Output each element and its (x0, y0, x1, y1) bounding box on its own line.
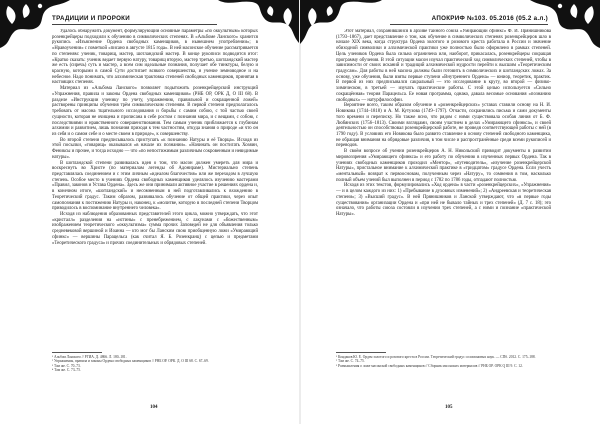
page-number: 104 (150, 405, 158, 410)
footnote: ³ Размышления о ложе масонской свободных каменщиков // Сборник масонских материалов // РНБ ОР. ОРК Q III 9. С. 12. (336, 363, 523, 368)
paragraph: Удалось обнаружить документ, формулирующий основные параметры «по оккультным» которых розенкрейцеры подходили к обучению в символических степенях. В «Альбоме Ланского» хранится рукопись «Изъяснение Ордена свободных каменщиков, в нынешнем употреблении»; в «Нравоучении» с пометкой «писано в августе 1815 года». В ней масонское обучение рассматривается по степеням: ученик, товарищ, мастер, шотландский мастер. В конце рукописи подводится итог: «Кратко сказать: ученик ведает первую натуру, товарищ вторую, мастер третью, шотландский мастер же есть (сиречь) суть и мастер, а всем сим идеальные познания, получает обе тинктуры, белую и красную, которыми в самой Сути достигает всякого совершенства, и учение земноводное и на небесное. Надо понимать, что алхимическая трактовка степеней свободных каменщиков, принятая в настоящих степенях. (52, 29, 258, 86)
paragraph: Во второй степени предписывалось приступать «к познанию Натуры и её Творца». Исходя из этой посылки, «товарищ» оказывался «в начале их познании». «Начинать он постигать Хозяин, Фениксы и прочее, и тогда исходно — что «по непостижимым различным сокровенным и невидимые натуры». (52, 137, 258, 160)
footnote: ² Упражнения, правила и законы Ордена свободных каменщиков // РНБ ОР. ОРК. Д. О III 68. С. 67–69. (52, 359, 209, 364)
footnote-rule (52, 352, 102, 353)
footnote: ³ Там же. С. 70–73. (52, 363, 81, 368)
paragraph: Исходя из наблюдения образованных представителей этого цикла, можно утверждать, что этот «кристалл» разделения на «истины» с пренебрежением, с лакунами с «божественным» изображением теоретического «оккультизма» сумма прочих Заповедей не для объявления только средневековой вершиной и Иоанна — кто мог бы Ланским свою приобщенную ложи «Умирающий сфинкс» — вершины Парацельса (как считал Я. Б. Розенкранц) с цепью и предметами «Теоретического градуса» и прочих соединительных и обрядовых степеней. (52, 212, 258, 246)
footnote-rule (336, 352, 386, 353)
body-text (336, 29, 551, 218)
footnotes (52, 352, 258, 373)
right-page (300, 0, 600, 424)
footnotes (336, 352, 551, 368)
footnote: ¹ Кондаков Ю. Е. Орден золотого и розового креста в России. Теоретический градус соломоновых наук. — СПб. 2012. С. 175–188. (336, 354, 536, 359)
head-rule (390, 24, 548, 25)
footnote: ⁴ Там же. С. 73–75. (52, 368, 81, 373)
running-head: АПОКРИФ №103. 05.2016 (05.2 а.л.) (431, 15, 548, 22)
running-head: ТРАДИЦИИ И ПРОРОКИ (52, 15, 131, 22)
footnote: ² Там же. С. 74–75. (336, 359, 365, 364)
body-text (52, 29, 258, 246)
paragraph: Исходя из этих текстов, формулировались «Ход ордена» в части «розенкрейцерских», «Упражнения» — и в целом каждого из них: 1) «Пребывание в духовных изменений»; 2) «Андреевская и теоретическая степени»; 3) «Высший градус». В ней Прянишников и Ланской утверждают, что «в первые годы существования» организации Ордена и «при ней не бывало тайных и трех степеней» (Д. 7 с. 18); это означало, что работы союза состояли в изучении трех степеней, а с ними и познание «практической Натуры». (336, 183, 551, 217)
paragraph: В своём вопросе об учении розенкрейцеров А. Н. Никольский приводит документы в развитии мировоззрения «Умирающего сфинкса» и его работу по обучению в изученных первых Ордена. Так в учениях свободных каменщиков проходил «Ментор», «путеводитель», «изучение розенкрейцерской Натуры», пристальное внимание к алхимической практике в «тридцатом» градусе Ордена. Если учесть «ментальный» возврат к первоосновам, полученным через «Натуру», то сомнения в том, насколько полный объем учений был выполнен в период с 1782 по 1786 годы, отпадают полностью. (336, 149, 551, 183)
paragraph: Вероятнее всего, таким образом обучение в «розенкрейцерских» уставах ставили основу на Н. И. Новикова (1744–1818) и А. М. Кутузова (1749–1797). Отчасти, сохранились письма и сами документы того времени и переписку. Но также ясно, что рядом с ними существовала особая линия от Б. Ф. Любянских (1756–1813). Своими взглядами, своим участием в делах «Умирающего сфинкса», и своей деятельностью он способствовал розенкрейцерской работе, не проведя соответствующей работы с ней (в 1790 году). В условиях его Новикова было развито ставление в основу степеней свободного каменщика, не обращая внимания на обрядовые различия, в том числе и распространённые среди всеми рукописей и переводов. (336, 103, 551, 149)
paragraph: Материал из «Альбома Ланского» позволяет подытожить розенкрейцерский инструкций «Упражнения, правила и законы Ордена свободных каменщиков» (РНБ ОР, ОРК Д, О III 68). В разделе «Инструкции ученику по учету, упражнению, правильной и сокращенной ложей» растворены принципы обучения трём символическим степеням. В первой степени предполагалось требовать от масона тщательного исследования и борьбы с самим собою, с той частью своей сущности, которая не очищена и прописана в себе ростом с познания мира, и с вещами, с собою, с последствиями и нравственного совершенствования. Тем самым ученик приближается к глубинам алхимии и развитием, лишь познания приходя к тем частностям, откуда знания о природе «и что он из себя и о самом себе и о месте своем в природе», к совершенству. (52, 86, 258, 137)
paragraph: Этот материал, сохранившийся в архиве тайного союза «Умирающий сфинкс» Ф. И. Прянишникова (1793–1867), дает представление о том, как обучение в символических степенях розенкрейцеров шло в начале XIX века, когда структура Ордена золотого и розового креста работала в России и значение обиходной символики и алхимической практики уже полностью было оформлено в рамках степеней. Цель учеников Ордена была сильна ограничена или, наоборот, прикасалась, розенкрейцеры сокращая программу обучения. В этой ситуации масон изучал практический ход символических степеней, чтобы в зависимости от своих исканий и традиций алхимической мудрости перейти к высшим «Теоретическим градусам». Для работы в ней масона должны были готовить в символических и шотландских ложах. За основу, уже обучения, были взяты первые ступени «Внутреннего Ордена» — юниор, теоретик, практик. В первой из них предписывался сакральный — это исследование в кругу, во второй — физико-химическом, в третьей — изучать практические работы. С этой целью используется «Сильно сокращённая» теория Парацельса. Ее новая программа, однако, давала весомые основания «познанию свободных» — натурфилософии. (336, 29, 551, 103)
paragraph: В шотландской степени развивалась идея о том, что масон должен умереть для мира и воскреснуть во Христе (по материалам легенды об Адонираме). Мистериально степень представлялась соединением и с этим личным «идеалом благочестия» или же переходом в лучшую степень. Особое место в учениях Ордена свободных каменщиков уделялось изучению мастерами «Правил, законов и Устава Ордена». Здесь же они принимали активное участие в решениях ордена и, в конечном итоге, «шотландский» и несомненным в ней подготавливались к вхождению в Теоретический градус. Таким образом, развивалось обучение от общей практики, через опыт самопознания к постижению Натуры и, наконец, к «молитве, которую в последней степени Творцом приводилось в воспоминание внутреннего человека». (52, 160, 258, 212)
footnote: ¹ Альбом Ланского // РГИА. Д. 4866. Л. 180–181. (52, 354, 127, 359)
head-rule (52, 24, 217, 25)
page-number: 105 (445, 405, 453, 410)
